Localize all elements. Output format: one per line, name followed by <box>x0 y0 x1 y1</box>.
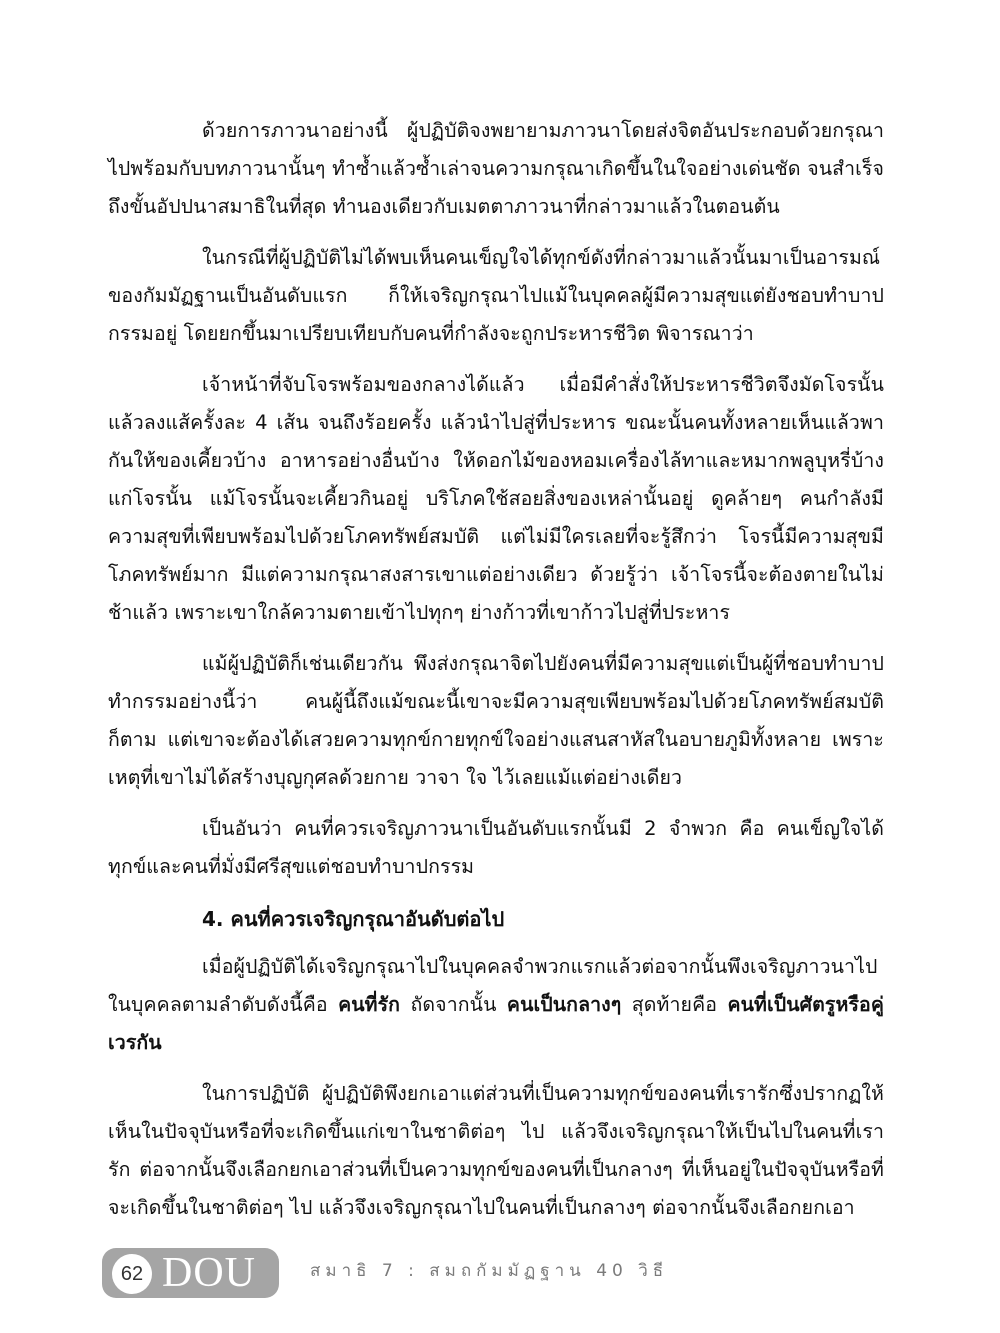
paragraph-2: ในกรณีที่ผู้ปฏิบัติไม่ได้พบเห็นคนเข็ญใจได้ทุกข์ดังที่กล่าวมาแล้วนั้นมาเป็นอารมณ์ของกัมมัฏฐานเป็นอันดับแรก ก็ให้เจริญกรุณาไปแม้ในบุคคลผู้มีความสุขแต่ยังชอบทำบาปกรรมอยู่ โดยยกขึ้นมาเปรียบเทียบกับคนที่กำลังจะถูกประหารชีวิต พิจารณาว่า <box>108 246 884 345</box>
footer-badge <box>102 1248 279 1298</box>
page-footer <box>102 1246 902 1302</box>
bold-term-neutral-person: คนเป็นกลางๆ <box>506 993 622 1016</box>
bold-term-loved-person: คนที่รัก <box>338 993 401 1016</box>
paragraph-5: เป็นอันว่า คนที่ควรเจริญภาวนาเป็นอันดับแรกนั้นมี 2 จำพวก คือ คนเข็ญใจได้ทุกข์และคนที่มั่งมีศรีสุขแต่ชอบทำบาปกรรม <box>108 817 884 878</box>
paragraph-1: ด้วยการภาวนาอย่างนี้ ผู้ปฏิบัติจงพยายามภาวนาโดยส่งจิตอันประกอบด้วยกรุณาไปพร้อมกับบทภาวนานั้นๆ ทำซ้ำแล้วซ้ำเล่าจนความกรุณาเกิดขึ้นในใจอย่างเด่นชัด จนสำเร็จถึงขั้นอัปปนาสมาธิในที่สุด ทำนองเดียวกับเมตตาภาวนาที่กล่าวมาแล้วในตอนต้น <box>108 119 884 218</box>
paragraph-4: แม้ผู้ปฏิบัติก็เช่นเดียวกัน พึงส่งกรุณาจิตไปยังคนที่มีความสุขแต่เป็นผู้ที่ชอบทำบาปทำกรรมอย่างนี้ว่า คนผู้นี้ถึงแม้ขณะนี้เขาจะมีความสุขเพียบพร้อมไปด้วยโภคทรัพย์สมบัติก็ตาม แต่เขาจะต้องได้เสวยความทุกข์กายทุกข์ใจอย่างแสนสาหัสในอบายภูมิทั้งหลาย เพราะเหตุที่เขาไม่ได้สร้างบุญกุศลด้วยกาย วาจา ใจ ไว้เลยแม้แต่อย่างเดียว <box>108 652 884 789</box>
paragraph-6 <box>108 948 884 1062</box>
paragraph-6-mid-2: สุดท้ายคือ <box>621 993 728 1016</box>
page-number: 62 <box>112 1254 152 1294</box>
section-heading: 4. คนที่ควรเจริญกรุณาอันดับต่อไป <box>202 907 505 931</box>
paragraph-6-intro: เมื่อผู้ปฏิบัติได้เจริญกรุณาไปในบุคคลจำพวกแรกแล้วต่อจากนั้นพึงเจริญภาวนาไปในบุคคลตามลำดับดังนี้คือ <box>108 955 878 1016</box>
book-title: สมาธิ 7 : สมถกัมมัฏฐาน 40 วิธี <box>310 1261 669 1281</box>
bold-term-enemy-person: คนที่เป็นศัตรูหรือคู่เวรกัน <box>108 993 884 1054</box>
dou-logo: DOU <box>162 1250 256 1296</box>
paragraph-7: ในการปฏิบัติ ผู้ปฏิบัติพึงยกเอาแต่ส่วนที่เป็นความทุกข์ของคนที่เรารักซึ่งปรากฏให้เห็นในปัจจุบันหรือที่จะเกิดขึ้นแก่เขาในชาติต่อๆ ไป แล้วจึงเจริญกรุณาให้เป็นไปในคนที่เรารัก ต่อจากนั้นจึงเลือกยกเอาส่วนที่เป็นความทุกข์ของคนที่เป็นกลางๆ ที่เห็นอยู่ในปัจจุบันหรือที่จะเกิดขึ้นในชาติต่อๆ ไป แล้วจึงเจริญกรุณาไปในคนที่เป็นกลางๆ ต่อจากนั้นจึงเลือกยกเอา <box>108 1082 884 1219</box>
page-body <box>108 112 884 1240</box>
paragraph-6-mid-1: ถัดจากนั้น <box>400 993 507 1016</box>
paragraph-3: เจ้าหน้าที่จับโจรพร้อมของกลางได้แล้ว เมื่อมีคำสั่งให้ประหารชีวิตจึงมัดโจรนั้นแล้วลงแส้ครั้งละ 4 เส้น จนถึงร้อยครั้ง แล้วนำไปสู่ที่ประหาร ขณะนั้นคนทั้งหลายเห็นแล้วพากันให้ของเคี้ยวบ้าง อาหารอย่างอื่นบ้าง ให้ดอกไม้ของหอมเครื่องไล้ทาและหมากพลูบุหรี่บ้างแก่โจรนั้น แม้โจรนั้นจะเคี้ยวกินอยู่ บริโภคใช้สอยสิ่งของเหล่านั้นอยู่ ดูคล้ายๆ คนกำลังมีความสุขที่เพียบพร้อมไปด้วยโภคทรัพย์สมบัติ แต่ไม่มีใครเลยที่จะรู้สึกว่า โจรนี้มีความสุขมีโภคทรัพย์มาก มีแต่ความกรุณาสงสารเขาแต่อย่างเดียว ด้วยรู้ว่า เจ้าโจรนี้จะต้องตายในไม่ช้าแล้ว เพราะเขาใกล้ความตายเข้าไปทุกๆ ย่างก้าวที่เขาก้าวไปสู่ที่ประหาร <box>108 373 884 624</box>
